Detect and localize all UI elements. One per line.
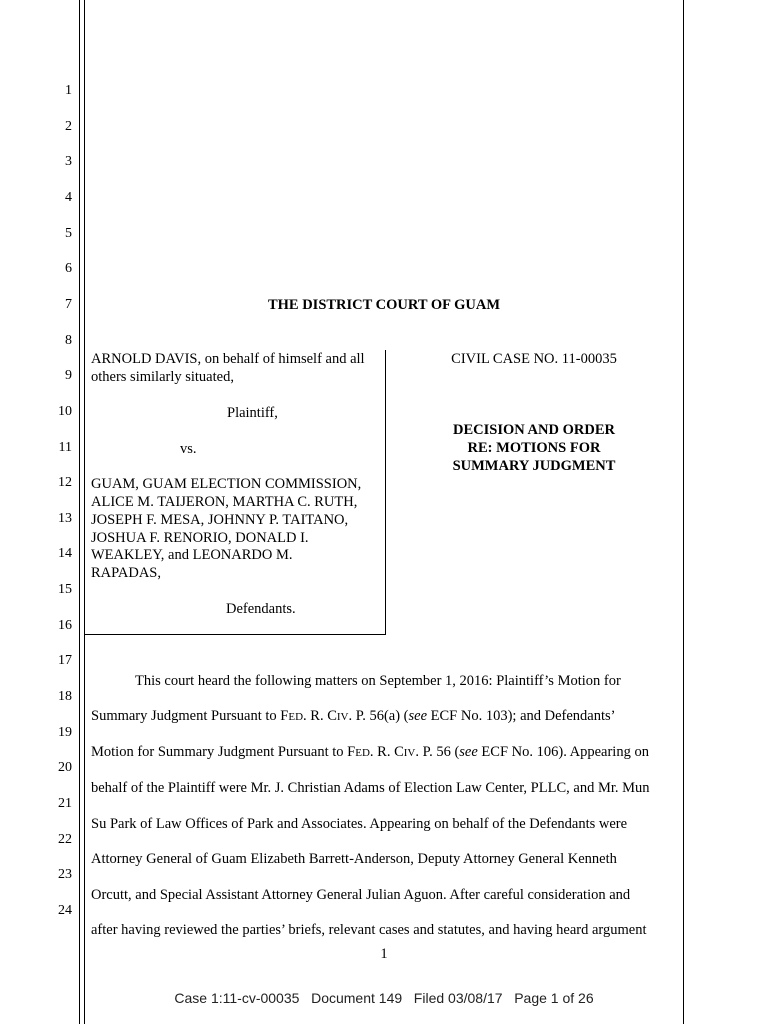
body-text: ED (288, 711, 304, 723)
body-text: ECF No. 103); and Defendants’ (427, 708, 616, 724)
line-number: 15 (58, 582, 72, 597)
versus-label: vs. (180, 441, 197, 457)
right-margin-rule (683, 0, 684, 1024)
line-number: 9 (65, 368, 72, 383)
line-number: 19 (58, 725, 72, 740)
body-text-italic: see (408, 708, 428, 724)
defendants-name: JOSHUA F. RENORIO, DONALD I. (91, 530, 309, 546)
body-line: Su Park of Law Offices of Park and Associates. Appearing on behalf of the Defendants were (91, 816, 628, 832)
defendants-label: Defendants. (226, 601, 296, 617)
plaintiff-name-cont: others similarly situated, (91, 369, 234, 385)
body-text: IV (336, 711, 349, 723)
body-line: Attorney General of Guam Elizabeth Barrett-Anderson, Deputy Attorney General Kenneth (91, 851, 617, 867)
defendants-name: WEAKLEY, and LEONARDO M. (91, 547, 293, 563)
caption-box-right-border (385, 350, 386, 635)
page-number: 1 (380, 946, 388, 962)
line-number: 11 (58, 440, 72, 455)
defendants-name: ALICE M. TAIJERON, MARTHA C. RUTH, (91, 494, 358, 510)
line-number: 4 (65, 190, 72, 205)
court-title: THE DISTRICT COURT OF GUAM (267, 297, 501, 313)
body-text: Motion for Summary Judgment Pursuant to F (91, 744, 356, 760)
line-number: 16 (58, 618, 72, 633)
line-number: 22 (58, 832, 72, 847)
body-text-italic: see (459, 744, 478, 760)
body-text: Summary Judgment Pursuant to F (91, 708, 289, 724)
line-number: 14 (58, 546, 72, 561)
left-margin-rule-outer (79, 0, 80, 1024)
line-number: 5 (65, 226, 72, 241)
body-line (91, 743, 649, 762)
body-line (91, 707, 616, 726)
plaintiff-name: ARNOLD DAVIS, on behalf of himself and all (91, 351, 365, 367)
line-number: 12 (58, 475, 72, 490)
body-text: . R. C (303, 708, 337, 724)
body-line: after having reviewed the parties’ briefs, relevant cases and statutes, and having heard argument (91, 922, 647, 938)
line-number: 8 (65, 333, 72, 348)
defendants-name: JOSEPH F. MESA, JOHNNY P. TAITANO, (91, 512, 349, 528)
line-number: 21 (58, 796, 72, 811)
case-number: CIVIL CASE NO. 11-00035 (451, 351, 617, 367)
order-title-line-2: RE: MOTIONS FOR (467, 440, 601, 456)
line-number: 7 (65, 297, 72, 312)
line-number: 20 (58, 760, 72, 775)
line-number: 24 (58, 903, 72, 918)
defendants-name: RAPADAS, (91, 565, 161, 581)
ecf-footer: Case 1:11-cv-00035 Document 149 Filed 03/08/17 Page 1 of 26 (174, 990, 594, 1006)
caption-box-bottom-border (84, 634, 386, 635)
body-line: behalf of the Plaintiff were Mr. J. Christian Adams of Election Law Center, PLLC, and Mr. Mun (91, 780, 650, 796)
line-number: 2 (65, 119, 72, 134)
line-number: 3 (65, 154, 72, 169)
order-title-line-1: DECISION AND ORDER (453, 422, 615, 438)
line-number: 13 (58, 511, 72, 526)
body-text: . P. 56 ( (415, 744, 460, 760)
order-title-line-3: SUMMARY JUDGMENT (452, 458, 616, 474)
line-number: 23 (58, 867, 72, 882)
left-margin-rule-inner (84, 0, 85, 1024)
line-number: 17 (58, 653, 72, 668)
body-line: This court heard the following matters on September 1, 2016: Plaintiff’s Motion for (135, 673, 621, 689)
defendants-name: GUAM, GUAM ELECTION COMMISSION, (91, 476, 362, 492)
line-number: 1 (65, 83, 72, 98)
body-text: IV (403, 747, 416, 759)
body-text: . R. C (369, 744, 404, 760)
plaintiff-label: Plaintiff, (227, 405, 278, 421)
line-number: 18 (58, 689, 72, 704)
body-text: ECF No. 106). Appearing on (477, 744, 649, 760)
line-number: 6 (65, 261, 72, 276)
body-text: . P. 56(a) ( (348, 708, 409, 724)
body-line: Orcutt, and Special Assistant Attorney General Julian Aguon. After careful consideration and (91, 887, 631, 903)
line-number: 10 (58, 404, 72, 419)
body-text: ED (355, 747, 370, 759)
